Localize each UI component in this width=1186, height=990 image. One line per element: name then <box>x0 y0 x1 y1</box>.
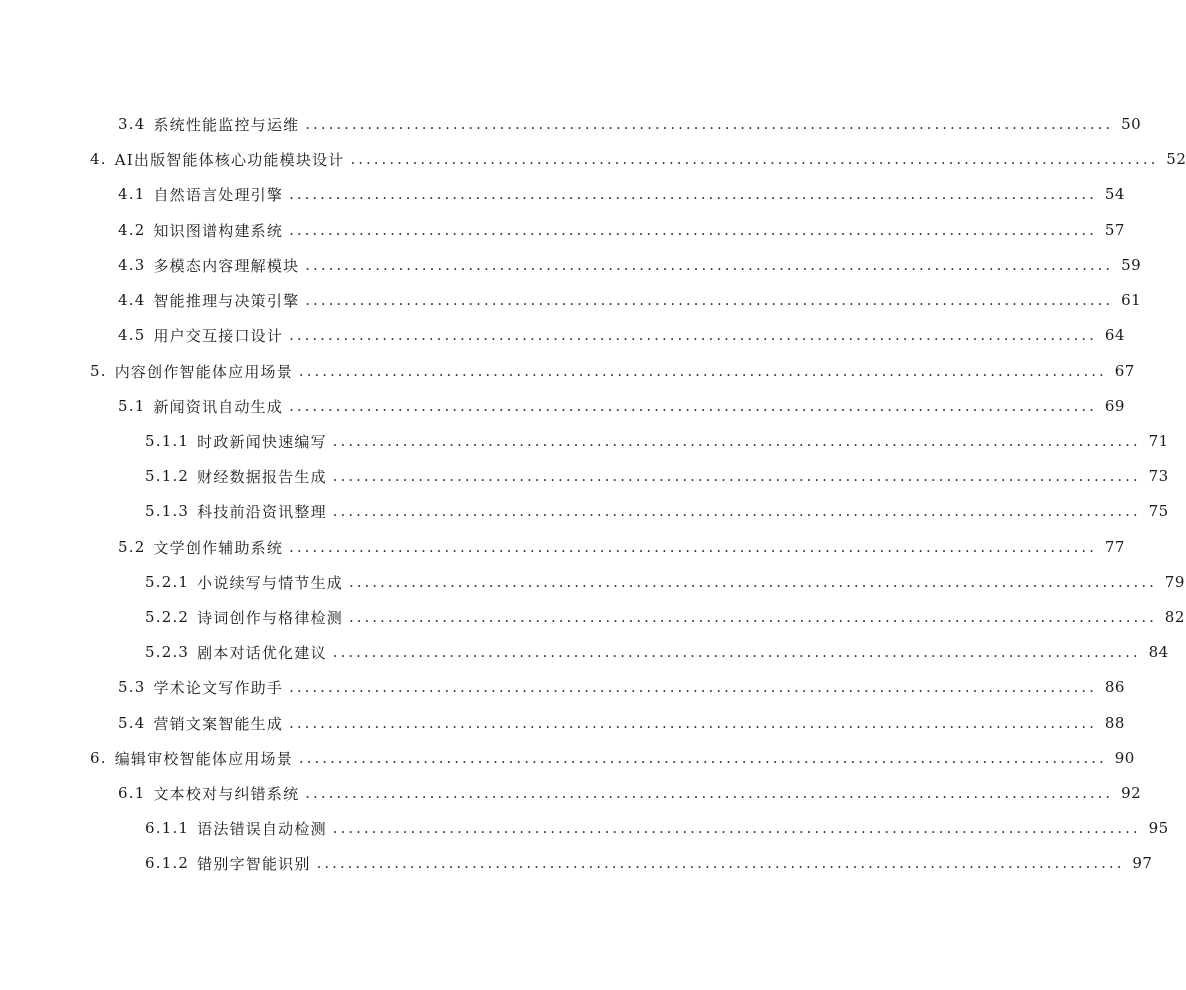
dot-leader: ........................................................................................................ <box>289 714 1097 732</box>
toc-entry-number: 4.4 <box>118 291 146 309</box>
dot-leader: ........................................................................................................ <box>298 749 1107 767</box>
toc-entry-title: 科技前沿资讯整理 <box>197 502 327 521</box>
toc-entry[interactable] <box>145 605 1185 629</box>
dot-leader: ........................................................................................................ <box>298 362 1107 380</box>
toc-entry-title: 内容创作智能体应用场景 <box>114 362 293 381</box>
toc-entry[interactable] <box>90 359 1135 383</box>
toc-entry-number: 3.4 <box>118 115 146 133</box>
toc-entry-number: 5.1.1 <box>145 432 190 450</box>
toc-entry[interactable] <box>145 464 1169 488</box>
toc-entry-page: 97 <box>1132 854 1153 872</box>
dot-leader: ........................................................................................................ <box>289 538 1097 556</box>
toc-entry-number: 4. <box>90 150 107 168</box>
toc-entry-page: 90 <box>1114 749 1135 767</box>
toc-entry-page: 54 <box>1104 185 1125 203</box>
toc-entry[interactable] <box>118 182 1125 206</box>
dot-leader: ........................................................................................................ <box>332 819 1141 837</box>
toc-entry[interactable] <box>118 288 1142 312</box>
dot-leader: ........................................................................................................ <box>289 185 1097 203</box>
dot-leader: ........................................................................................................ <box>305 256 1114 274</box>
toc-entry-number: 5.2.2 <box>145 608 190 626</box>
toc-entry-number: 5.1.2 <box>145 467 190 485</box>
dot-leader: ........................................................................................................ <box>332 467 1141 485</box>
toc-entry[interactable] <box>145 816 1169 840</box>
toc-entry-number: 6. <box>90 749 107 767</box>
dot-leader: ........................................................................................................ <box>348 608 1157 626</box>
toc-entry[interactable] <box>145 499 1169 523</box>
dot-leader: ........................................................................................................ <box>305 291 1114 309</box>
toc-entry-number: 6.1 <box>118 784 146 802</box>
toc-entry-page: 57 <box>1104 221 1125 239</box>
toc-entry-page: 59 <box>1121 256 1142 274</box>
toc-entry-title: 营销文案智能生成 <box>153 714 284 733</box>
toc-entry-number: 6.1.2 <box>145 854 190 872</box>
toc-entry[interactable] <box>118 394 1125 418</box>
toc-entry-number: 4.2 <box>118 221 146 239</box>
toc-entry-page: 77 <box>1104 538 1125 556</box>
toc-entry-number: 5.1.3 <box>145 502 190 520</box>
toc-entry-number: 4.5 <box>118 326 146 344</box>
toc-entry[interactable] <box>90 746 1135 770</box>
toc-entry-title: 用户交互接口设计 <box>153 326 284 345</box>
dot-leader: ........................................................................................................ <box>332 502 1141 520</box>
dot-leader: ........................................................................................................ <box>289 397 1097 415</box>
toc-entry-page: 95 <box>1148 819 1169 837</box>
toc-entry-page: 64 <box>1104 326 1125 344</box>
toc-entry-number: 5.2.3 <box>145 643 190 661</box>
toc-entry-title: 财经数据报告生成 <box>197 467 327 486</box>
toc-entry-number: 6.1.1 <box>145 819 190 837</box>
toc-entry-page: 61 <box>1121 291 1142 309</box>
toc-entry-title: 智能推理与决策引擎 <box>153 291 300 310</box>
toc-entry-page: 52 <box>1166 150 1186 168</box>
toc-entry-title: 系统性能监控与运维 <box>153 115 300 134</box>
toc-entry-number: 4.3 <box>118 256 146 274</box>
toc-entry-page: 73 <box>1148 467 1169 485</box>
toc-entry-title: 诗词创作与格律检测 <box>197 608 343 627</box>
toc-entry-number: 4.1 <box>118 185 146 203</box>
toc-entry-number: 5. <box>90 362 107 380</box>
toc-entry-title: 小说续写与情节生成 <box>197 573 343 592</box>
toc-entry-title: 学术论文写作助手 <box>153 678 284 697</box>
toc-entry-number: 5.2 <box>118 538 146 556</box>
toc-entry[interactable] <box>118 675 1125 699</box>
toc-entry-number: 5.3 <box>118 678 146 696</box>
dot-leader: ........................................................................................................ <box>305 115 1114 133</box>
dot-leader: ........................................................................................................ <box>348 573 1157 591</box>
dot-leader: ........................................................................................................ <box>289 326 1097 344</box>
toc-entry-number: 5.1 <box>118 397 146 415</box>
toc-entry-page: 92 <box>1121 784 1142 802</box>
toc-entry[interactable] <box>118 112 1142 136</box>
toc-entry-title: 新闻资讯自动生成 <box>153 397 284 416</box>
dot-leader: ........................................................................................................ <box>305 784 1114 802</box>
toc-entry[interactable] <box>118 218 1125 242</box>
dot-leader: ........................................................................................................ <box>332 432 1141 450</box>
toc-entry-page: 50 <box>1121 115 1142 133</box>
toc-entry-title: 时政新闻快速编写 <box>197 432 327 451</box>
toc-entry-title: 文学创作辅助系统 <box>153 538 284 557</box>
toc-entry[interactable] <box>118 781 1142 805</box>
toc-entry-page: 79 <box>1164 573 1185 591</box>
toc-entry[interactable] <box>118 323 1125 347</box>
dot-leader: ........................................................................................................ <box>350 150 1159 168</box>
toc-entry-page: 88 <box>1104 714 1125 732</box>
dot-leader: ........................................................................................................ <box>332 643 1141 661</box>
toc-entry-page: 69 <box>1104 397 1125 415</box>
toc-entry-number: 5.4 <box>118 714 146 732</box>
toc-entry-title: 知识图谱构建系统 <box>153 221 284 240</box>
toc-entry[interactable] <box>145 570 1185 594</box>
toc-entry[interactable] <box>118 253 1142 277</box>
toc-entry-title: 剧本对话优化建议 <box>197 643 327 662</box>
toc-entry[interactable] <box>145 429 1169 453</box>
toc-entry[interactable] <box>145 640 1169 664</box>
toc-entry[interactable] <box>90 147 1186 171</box>
toc-entry-page: 84 <box>1148 643 1169 661</box>
toc-entry-page: 82 <box>1164 608 1185 626</box>
dot-leader: ........................................................................................................ <box>289 678 1097 696</box>
dot-leader: ........................................................................................................ <box>289 221 1097 239</box>
toc-entry-title: 文本校对与纠错系统 <box>153 784 300 803</box>
toc-entry[interactable] <box>118 535 1125 559</box>
toc-entry-title: 语法错误自动检测 <box>197 819 327 838</box>
toc-entry[interactable] <box>118 711 1125 735</box>
toc-entry[interactable] <box>145 851 1153 875</box>
toc-entry-title: 自然语言处理引擎 <box>153 185 284 204</box>
toc-entry-page: 71 <box>1148 432 1169 450</box>
toc-entry-page: 67 <box>1114 362 1135 380</box>
toc-entry-number: 5.2.1 <box>145 573 190 591</box>
dot-leader: ........................................................................................................ <box>316 854 1125 872</box>
toc-entry-page: 86 <box>1104 678 1125 696</box>
toc-entry-title: AI出版智能体核心功能模块设计 <box>114 150 345 169</box>
toc-entry-title: 多模态内容理解模块 <box>153 256 300 275</box>
toc-entry-title: 编辑审校智能体应用场景 <box>114 749 293 768</box>
toc-entry-page: 75 <box>1148 502 1169 520</box>
toc-entry-title: 错别字智能识别 <box>197 854 311 873</box>
